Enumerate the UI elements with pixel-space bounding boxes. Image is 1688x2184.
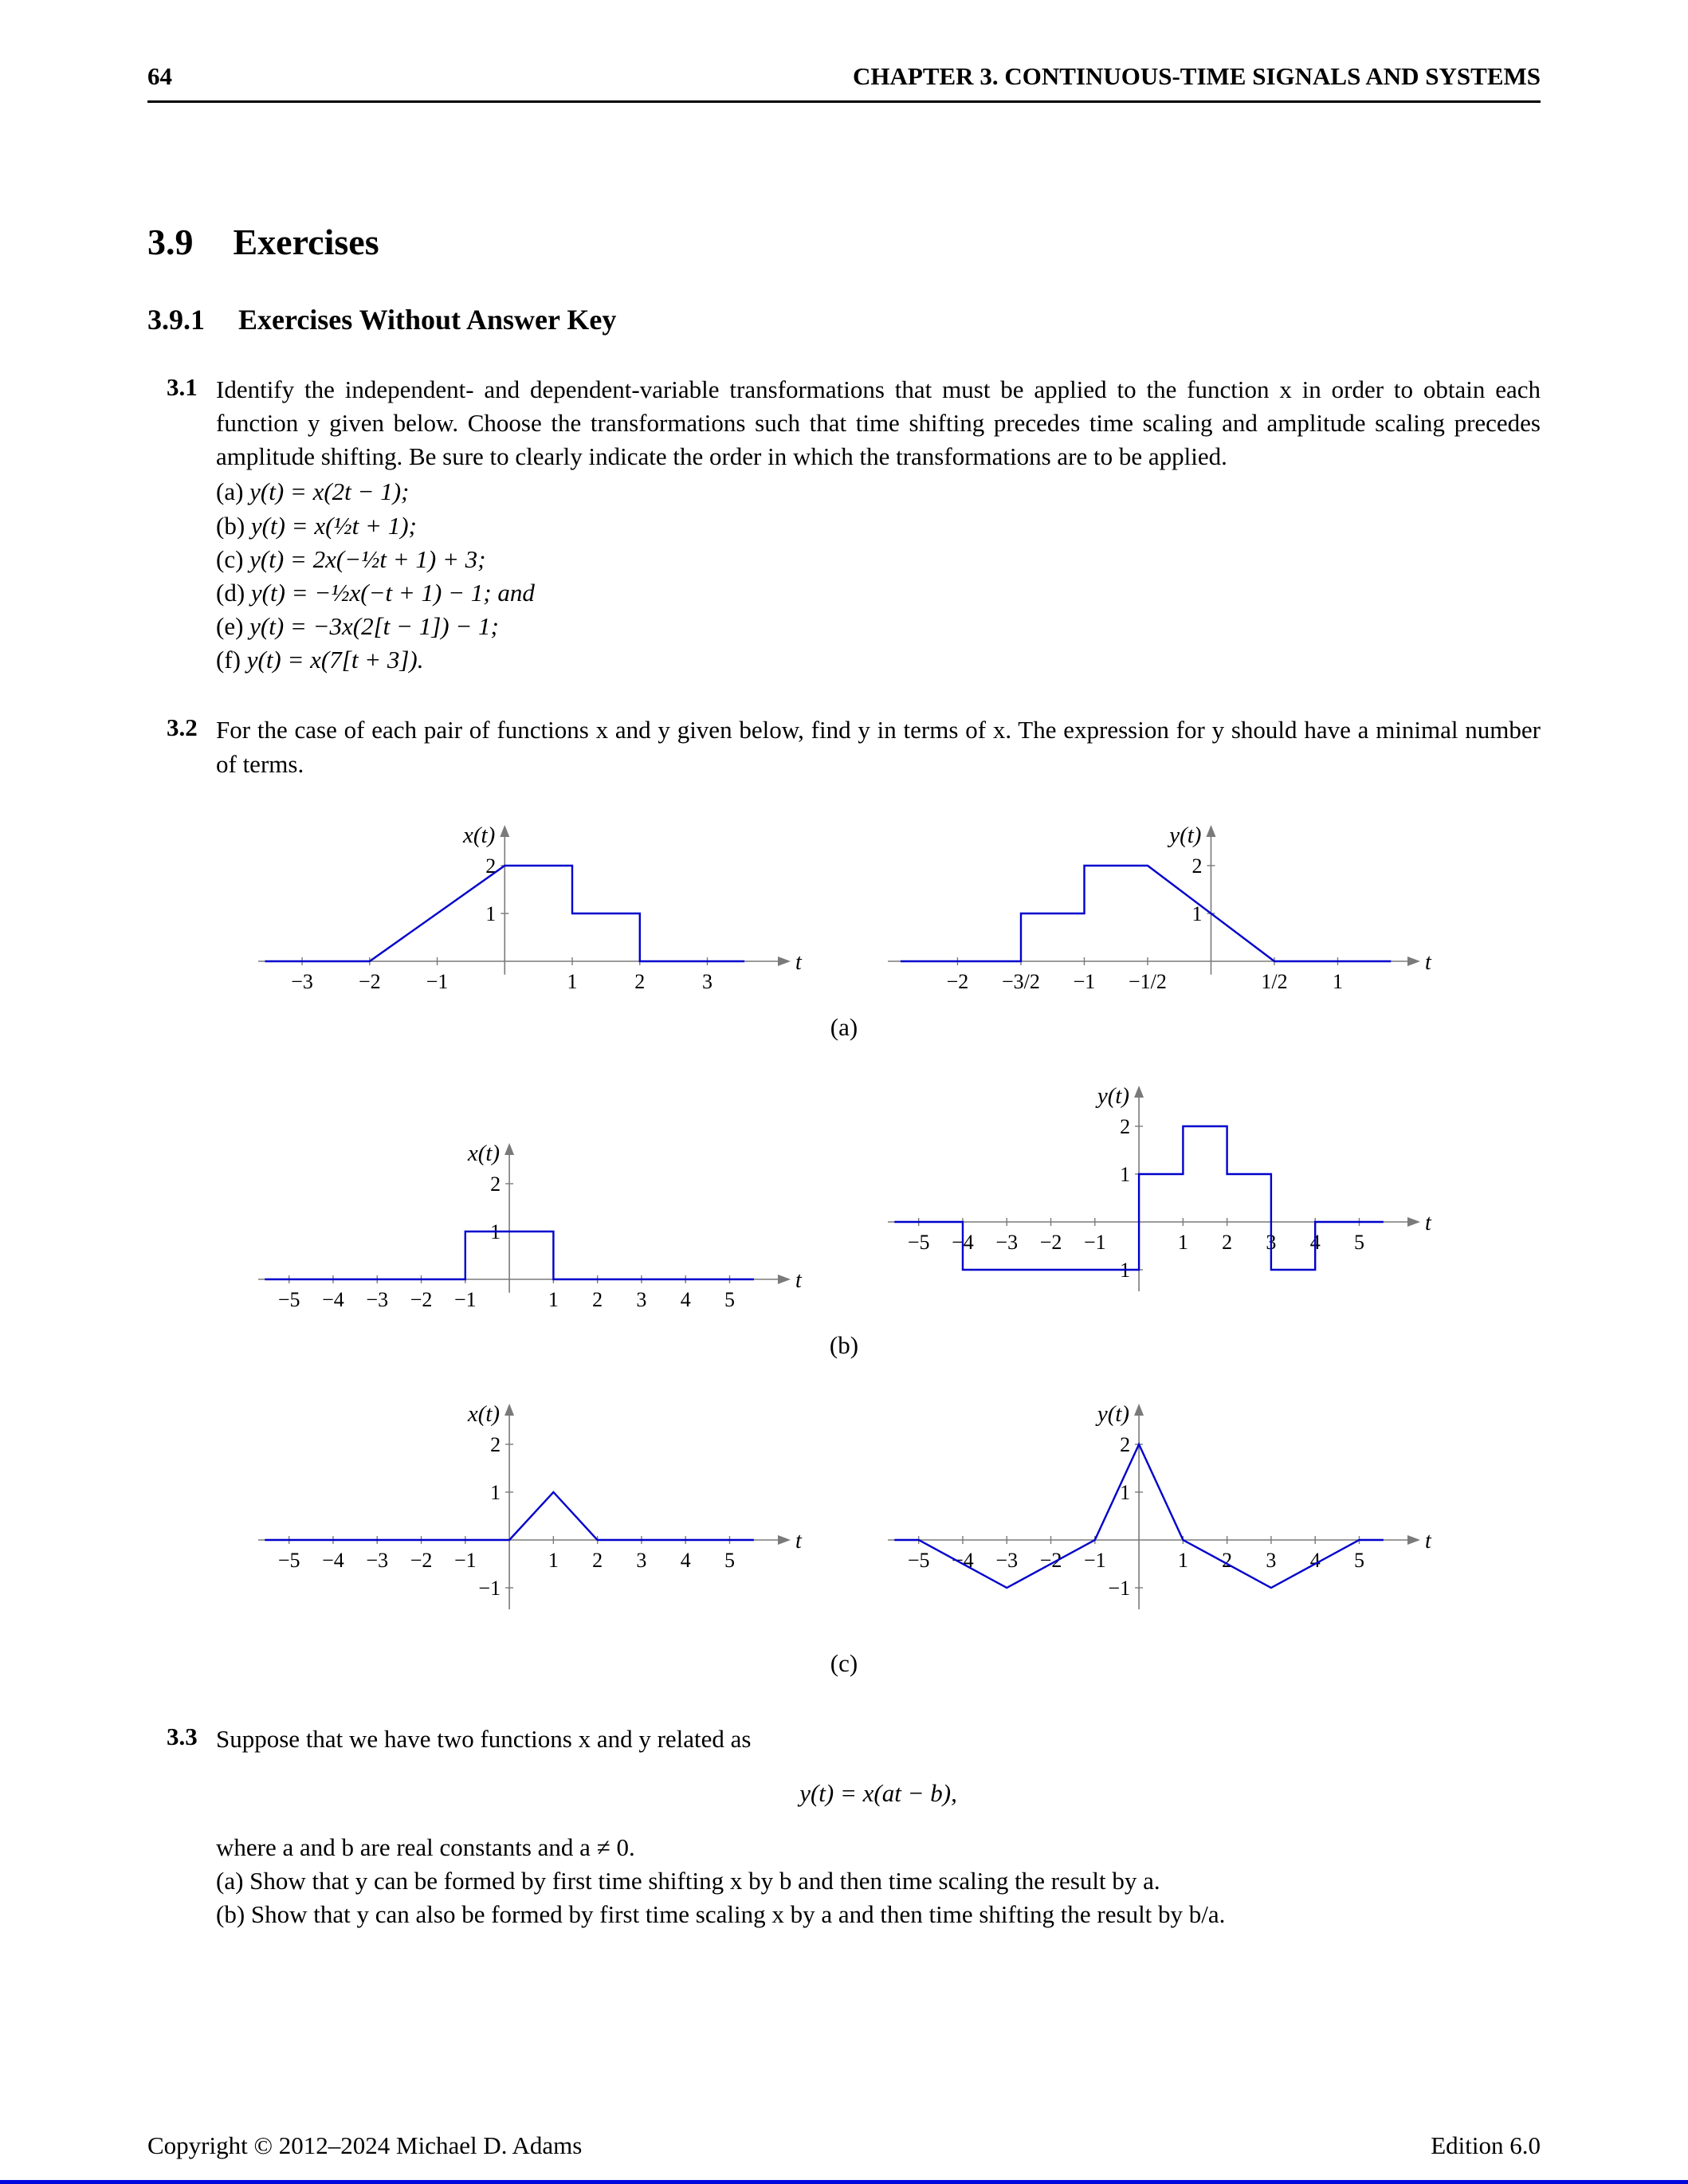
- y-axis-arrow: [504, 1404, 514, 1416]
- x-tick-label: −3: [995, 1548, 1019, 1572]
- figure-row-b: [147, 1078, 1541, 1317]
- item-b-label: (b): [216, 511, 245, 540]
- chart-b-x: [250, 1135, 808, 1317]
- x-tick-label: 1/2: [1261, 969, 1288, 992]
- y-axis-arrow: [500, 825, 509, 837]
- y-tick-label: 2: [485, 854, 497, 878]
- x-tick-label: −2: [1039, 1548, 1062, 1572]
- y-tick-label: 2: [1191, 854, 1203, 878]
- x-tick-label: 4: [1309, 1548, 1321, 1572]
- y-tick-label: 2: [490, 1172, 501, 1196]
- x-tick-label: −2: [946, 969, 969, 992]
- x-tick-label: 5: [1353, 1548, 1364, 1572]
- y-axis-arrow: [1206, 825, 1215, 837]
- y-axis-arrow: [504, 1143, 514, 1155]
- x-tick-label: −2: [410, 1548, 433, 1572]
- x-tick-label: −1: [1083, 1230, 1106, 1254]
- exercise-3-1-number: 3.1: [167, 373, 198, 401]
- x-tick-label: −2: [358, 969, 381, 992]
- figure-caption-a: (a): [830, 1012, 858, 1041]
- exercise-3-1-text: Identify the independent- and dependent-variable transformations that must be applied to the function x in order to obtain each function y given below. Choose the transformations such that time shifting precedes time scaling and amplitude scaling precedes amplitude shifting. Be sure to clearly indicate the order in which the transformations are to be applied.: [216, 375, 1541, 471]
- y-tick-label: 1: [1191, 901, 1203, 925]
- item-d-label: (d): [216, 578, 245, 607]
- exercise-3-2-text: For the case of each pair of functions x and y given below, find y in terms of x. The expression for y should have a minimal number of terms.: [216, 716, 1541, 778]
- x-tick-label: 3: [636, 1287, 647, 1310]
- item-c-label: (c): [216, 544, 244, 573]
- x-tick-label: 4: [1309, 1230, 1321, 1254]
- x-tick-label: −4: [952, 1230, 974, 1254]
- x-tick-label: 1: [548, 1548, 559, 1572]
- equation: y(t) = x(at − b),: [799, 1778, 957, 1807]
- figure-caption-b: (b): [829, 1330, 859, 1359]
- item-a: [216, 475, 1541, 509]
- x-tick-label: 3: [1266, 1230, 1277, 1254]
- chart-c-x: [250, 1396, 808, 1635]
- x-tick-label: −3: [995, 1230, 1019, 1254]
- t-axis-arrow: [1407, 1535, 1420, 1545]
- x-tick-label: −3: [366, 1287, 389, 1310]
- y-tick-label: 1: [485, 901, 497, 925]
- t-axis-label: t: [1425, 1210, 1431, 1235]
- t-axis-label: t: [795, 1267, 802, 1293]
- plot-svg: [880, 1396, 1438, 1628]
- subsection-title: Exercises Without Answer Key: [238, 304, 617, 336]
- exercise-3-1-body: [216, 373, 1541, 677]
- page-footer: [147, 2131, 1541, 2160]
- x-tick-label: 5: [724, 1287, 735, 1310]
- x-tick-label: 3: [1266, 1548, 1277, 1572]
- chart-c-y: [880, 1396, 1438, 1635]
- x-tick-label: −5: [277, 1548, 300, 1572]
- x-tick-label: 1: [1177, 1230, 1188, 1254]
- t-axis-arrow: [1407, 956, 1420, 966]
- y-tick-label: 2: [490, 1432, 501, 1456]
- y-tick-label: 1: [1120, 1162, 1131, 1186]
- x-tick-label: −4: [322, 1287, 344, 1310]
- exercise-3-3-item-a: (a) Show that y can be formed by first time shifting x by b and then time scaling the result by a.: [216, 1867, 1160, 1895]
- exercise-3-2-figures: [147, 817, 1541, 1678]
- x-tick-label: −2: [1039, 1230, 1062, 1254]
- exercise-3-3-number: 3.3: [167, 1722, 198, 1750]
- x-tick-label: 1: [548, 1287, 559, 1310]
- exercise-3-2: [147, 713, 1541, 780]
- subsection-heading: [147, 303, 1541, 336]
- item-e-label: (e): [216, 612, 244, 641]
- y-tick-label: −1: [478, 1576, 501, 1600]
- x-tick-label: 1: [1332, 969, 1343, 992]
- exercise-3-1: [147, 373, 1541, 677]
- t-axis-label: t: [795, 1528, 802, 1554]
- t-axis-label: t: [795, 949, 802, 975]
- y-tick-label: 1: [1120, 1480, 1131, 1504]
- item-a-label: (a): [216, 477, 244, 506]
- plot-title: y(t): [1097, 1082, 1130, 1109]
- exercise-3-2-body: [216, 713, 1541, 780]
- t-axis-label: t: [1425, 1528, 1431, 1554]
- item-b-math: y(t) = x(½t + 1);: [250, 511, 417, 540]
- item-c: [216, 543, 1541, 576]
- item-f-math: y(t) = x(7[t + 3]).: [246, 646, 424, 674]
- x-tick-label: −1: [453, 1548, 477, 1572]
- x-tick-label: 2: [1222, 1548, 1233, 1572]
- x-tick-label: −3: [366, 1548, 389, 1572]
- x-tick-label: 5: [1353, 1230, 1364, 1254]
- plot-svg: [250, 1135, 808, 1310]
- t-axis-label: t: [1425, 949, 1431, 975]
- signal-curve: [901, 866, 1391, 961]
- x-tick-label: −3: [291, 969, 313, 992]
- item-d-math: y(t) = −½x(−t + 1) − 1; and: [250, 578, 535, 607]
- x-tick-label: 2: [634, 969, 646, 992]
- x-tick-label: −5: [907, 1230, 930, 1254]
- section-number: 3.9: [147, 222, 194, 262]
- item-e-math: y(t) = −3x(2[t − 1]) − 1;: [249, 612, 499, 641]
- exercise-3-3-where: where a and b are real constants and a ≠ 0.: [216, 1833, 635, 1862]
- x-tick-label: 3: [702, 969, 712, 992]
- y-tick-label: −1: [1108, 1258, 1131, 1282]
- t-axis-arrow: [1407, 1217, 1420, 1227]
- x-tick-label: −4: [322, 1548, 344, 1572]
- chart-a-y: [880, 817, 1438, 999]
- chart-b-y: [880, 1078, 1438, 1317]
- plot-svg: [250, 1396, 808, 1628]
- page-number: 64: [147, 62, 172, 90]
- x-tick-label: −5: [277, 1287, 300, 1310]
- plot-title: y(t): [1169, 822, 1202, 848]
- exercise-3-2-number: 3.2: [167, 713, 198, 742]
- plot-svg: [880, 1078, 1438, 1310]
- item-f-label: (f): [216, 646, 241, 674]
- x-tick-label: 4: [680, 1287, 691, 1310]
- exercise-3-3-intro: Suppose that we have two functions x and y related as: [216, 1724, 752, 1753]
- section-heading: [147, 221, 1541, 263]
- t-axis-arrow: [778, 1275, 791, 1284]
- y-tick-label: 1: [490, 1480, 501, 1504]
- x-tick-label: −5: [907, 1548, 930, 1572]
- item-b: [216, 509, 1541, 543]
- x-tick-label: −1: [453, 1287, 477, 1310]
- figure-row-a: [147, 817, 1541, 999]
- x-tick-label: −3/2: [1002, 969, 1040, 992]
- x-tick-label: 5: [724, 1548, 735, 1572]
- x-tick-label: 2: [592, 1548, 603, 1572]
- y-axis-arrow: [1134, 1086, 1144, 1098]
- exercise-3-1-items: [216, 475, 1541, 677]
- plot-svg: [880, 817, 1438, 992]
- x-tick-label: 1: [567, 969, 578, 992]
- x-tick-label: −1: [1083, 1548, 1106, 1572]
- item-c-math: y(t) = 2x(−½t + 1) + 3;: [249, 544, 486, 573]
- chapter-header: CHAPTER 3. CONTINUOUS-TIME SIGNALS AND SYSTEMS: [853, 62, 1541, 90]
- exercise-3-3: [147, 1722, 1541, 1932]
- plot-title: x(t): [467, 1400, 501, 1427]
- x-tick-label: −1: [1073, 969, 1096, 992]
- item-d: [216, 576, 1541, 610]
- y-tick-label: 2: [1120, 1114, 1131, 1138]
- exercise-3-3-item-b: (b) Show that y can also be formed by first time scaling x by a and then time shifting the result by b/a.: [216, 1900, 1226, 1929]
- subsection-number: 3.9.1: [147, 304, 205, 336]
- y-tick-label: 2: [1120, 1432, 1131, 1456]
- page-header: [147, 62, 1541, 103]
- x-tick-label: −4: [952, 1548, 974, 1572]
- item-e: [216, 610, 1541, 643]
- x-tick-label: 4: [680, 1548, 691, 1572]
- plot-svg: [250, 817, 808, 992]
- copyright-text: Copyright © 2012–2024 Michael D. Adams: [147, 2131, 583, 2159]
- item-f: [216, 643, 1541, 677]
- edition-text: Edition 6.0: [1431, 2131, 1541, 2159]
- figure-row-c: [147, 1396, 1541, 1635]
- t-axis-arrow: [778, 1535, 791, 1545]
- x-tick-label: −2: [410, 1287, 433, 1310]
- figure-caption-c: (c): [830, 1648, 858, 1677]
- x-tick-label: 2: [592, 1287, 603, 1310]
- chart-a-x: [250, 817, 808, 999]
- section-title: Exercises: [233, 222, 379, 262]
- x-tick-label: −1/2: [1129, 969, 1167, 992]
- x-tick-label: 3: [636, 1548, 647, 1572]
- plot-title: y(t): [1097, 1400, 1130, 1427]
- exercise-3-3-body: [216, 1722, 1541, 1932]
- plot-title: x(t): [467, 1140, 501, 1166]
- y-tick-label: 1: [490, 1220, 501, 1243]
- x-tick-label: 1: [1177, 1548, 1188, 1572]
- y-axis-arrow: [1134, 1404, 1144, 1416]
- item-a-math: y(t) = x(2t − 1);: [249, 477, 410, 506]
- t-axis-arrow: [778, 956, 791, 966]
- x-tick-label: −1: [426, 969, 449, 992]
- plot-title: x(t): [463, 822, 496, 848]
- y-tick-label: −1: [1108, 1576, 1131, 1600]
- x-tick-label: 2: [1222, 1230, 1233, 1254]
- bottom-edge-line: [0, 2180, 1688, 2184]
